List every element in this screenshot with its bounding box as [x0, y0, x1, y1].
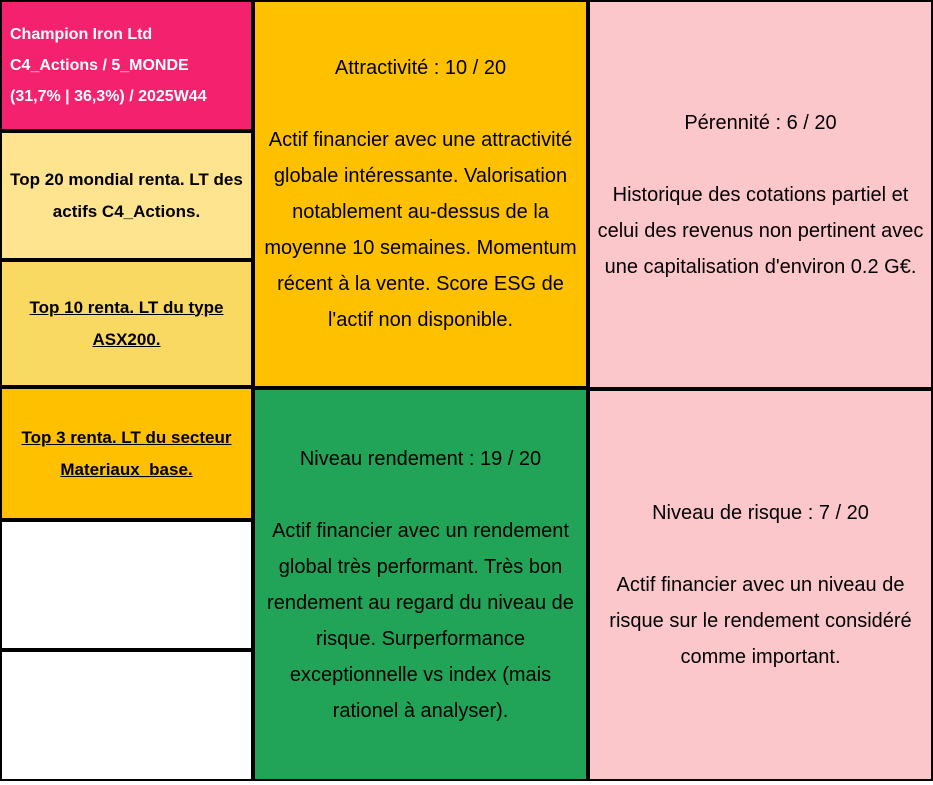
company-stats: (31,7% | 36,3%) / 2025W44	[10, 88, 207, 105]
ranking-top10-cell	[0, 260, 253, 387]
perennite-score: Pérennité : 6 / 20	[684, 111, 837, 134]
company-header-cell	[0, 0, 253, 131]
ranking-top20-cell	[0, 131, 253, 260]
empty-cell-2	[0, 650, 253, 781]
attractivite-text: Actif financier avec une attractivité globale intéressante. Valorisation notablement au-dessus de la moyenne 10 semaines. Momentum récent à la vente. Score ESG de l'actif non disponible.	[264, 129, 577, 331]
attractivite-score: Attractivité : 10 / 20	[334, 57, 507, 79]
risque-text: Actif financier avec un niveau de risque sur le rendement considéré comme important.	[609, 574, 912, 668]
perennite-text: Historique des cotations partiel et celui des revenus non pertinent avec une capitalisation d'environ 0.2 G€.	[597, 183, 924, 278]
company-name: Champion Iron Ltd	[10, 26, 153, 43]
ranking-top3-label: Top 3 renta. LT du secteur Materiaux_base.	[21, 427, 232, 479]
risque-cell	[588, 389, 933, 781]
ranking-top10-label: Top 10 renta. LT du type ASX200.	[29, 297, 224, 349]
rendement-cell	[253, 388, 588, 781]
company-category: C4_Actions / 5_MONDE	[10, 57, 189, 74]
rendement-score: Niveau rendement : 19 / 20	[299, 447, 542, 470]
ranking-top3-cell	[0, 387, 253, 520]
attractivite-cell	[253, 0, 588, 388]
risque-score: Niveau de risque : 7 / 20	[652, 502, 869, 524]
empty-cell-1	[0, 520, 253, 650]
perennite-cell	[588, 0, 933, 389]
ranking-top20-label: Top 20 mondial renta. LT des actifs C4_Actions.	[10, 169, 243, 221]
rendement-text: Actif financier avec un rendement global très performant. Très bon rendement au regard du niveau de risque. Surperformance exceptionnelle vs index (mais rationel à analyser).	[267, 519, 574, 722]
window-bottom-edge	[0, 781, 933, 785]
